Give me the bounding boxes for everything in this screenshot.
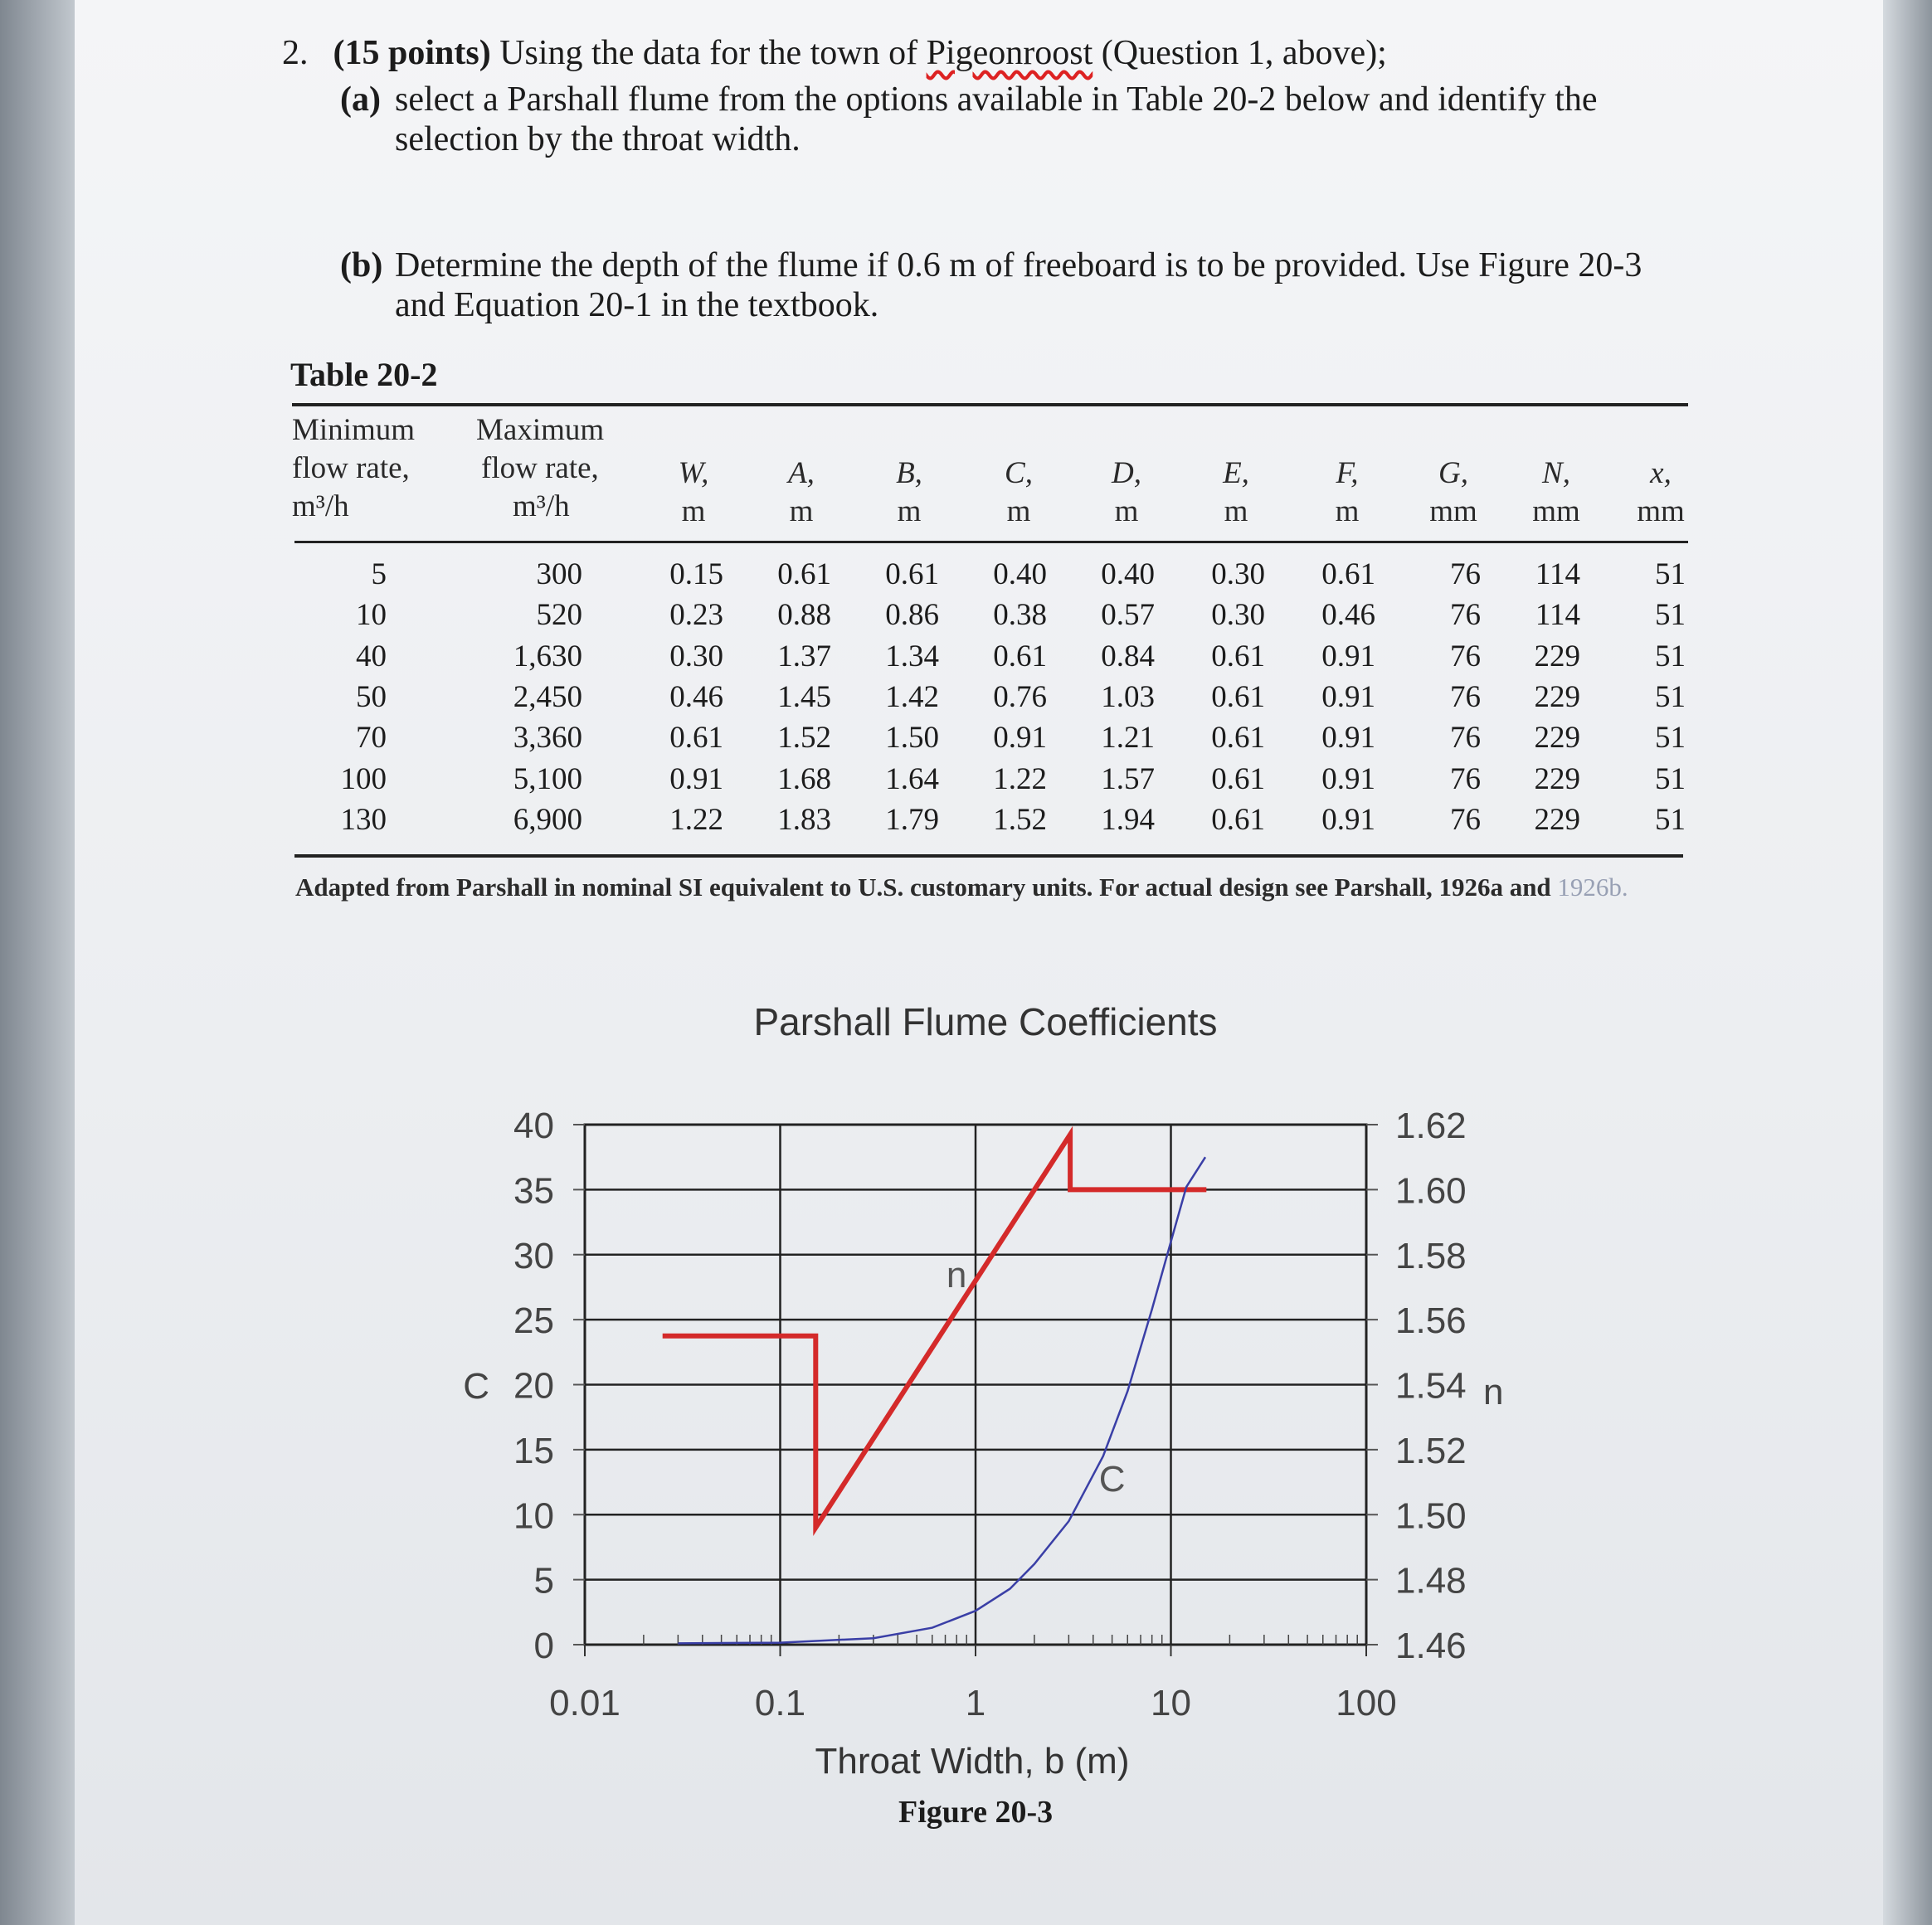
x-tick-label-1: 0.1 (754, 1683, 806, 1723)
desk-background-right (1882, 0, 1932, 1925)
table-cell-r3-c8: 0.91 (1321, 679, 1375, 714)
table-cell-r6-c2: 1.22 (669, 802, 723, 837)
x-axis-label: Throat Width, b (m) (815, 1741, 1130, 1782)
y-right-tick-label-7: 1.60 (1395, 1170, 1467, 1212)
table-top-rule (292, 403, 1688, 406)
table-cell-r5-c7: 0.61 (1211, 761, 1265, 796)
table-cell-r6-c7: 0.61 (1211, 802, 1265, 837)
header-unit-4: m (1114, 494, 1139, 528)
header-unit-7: mm (1429, 494, 1477, 528)
header-unit-9: mm (1637, 494, 1685, 528)
table-cell-r6-c3: 1.83 (777, 802, 831, 837)
header-unit-1: m (789, 494, 814, 528)
table-cell-r0-c1: 300 (536, 557, 582, 591)
table-cell-r0-c0: 5 (371, 557, 387, 591)
header-letter-0: W, (678, 456, 709, 490)
table-cell-r5-c2: 0.91 (669, 761, 723, 796)
table-cell-r0-c5: 0.40 (993, 557, 1047, 591)
table-cell-r5-c1: 5,100 (513, 761, 582, 796)
desk-background-left (0, 0, 83, 1925)
table-bottom-rule (294, 854, 1683, 858)
table-cell-r3-c3: 1.45 (777, 679, 831, 714)
table-cell-r2-c8: 0.91 (1321, 639, 1375, 673)
table-cell-r1-c8: 0.46 (1321, 598, 1375, 633)
table-cell-r0-c4: 0.61 (885, 557, 939, 591)
table-cell-r5-c11: 51 (1655, 761, 1686, 796)
table-cell-r0-c3: 0.61 (777, 557, 831, 591)
header-min-flow-2: flow rate, (292, 451, 410, 485)
part-a (340, 80, 1692, 159)
table-cell-r0-c8: 0.61 (1321, 557, 1375, 591)
table-cell-r6-c10: 229 (1534, 802, 1580, 837)
y-right-tick-label-3: 1.52 (1395, 1430, 1467, 1471)
part-b-text: Determine the depth of the flume if 0.6 m of freeboard is to be provided. Use Figure 20-3 and Equation 20-1 in the textbook. (395, 246, 1642, 324)
table-cell-r4-c8: 0.91 (1321, 721, 1375, 756)
y-left-tick-label-4: 20 (513, 1365, 554, 1407)
part-a-label: (a) (340, 80, 381, 119)
series-annotation-n: n (946, 1254, 967, 1295)
table-note-main: Adapted from Parshall in nominal SI equivalent to U.S. customary units. For actual design see Parshall, 1926a and (295, 873, 1551, 902)
table-cell-r3-c11: 51 (1655, 679, 1686, 714)
table-cell-r1-c11: 51 (1655, 598, 1686, 633)
table-cell-r2-c6: 0.84 (1101, 639, 1155, 673)
table-cell-r1-c5: 0.38 (993, 598, 1047, 633)
question-points: (15 points) (333, 34, 491, 72)
table-cell-r3-c2: 0.46 (669, 679, 723, 714)
figure-caption: Figure 20-3 (898, 1795, 1054, 1830)
y-right-tick-label-1: 1.48 (1395, 1560, 1467, 1602)
series-annotation-C: C (1098, 1459, 1126, 1500)
table-cell-r4-c3: 1.52 (777, 721, 831, 756)
table-cell-r2-c9: 76 (1450, 639, 1481, 673)
table-cell-r0-c7: 0.30 (1211, 557, 1265, 591)
table-cell-r1-c7: 0.30 (1211, 598, 1265, 633)
table-cell-r3-c5: 0.76 (993, 679, 1047, 714)
y-right-tick-label-6: 1.58 (1395, 1235, 1467, 1276)
header-max-flow-2: flow rate, (481, 451, 599, 485)
y-right-tick-label-4: 1.54 (1395, 1365, 1467, 1407)
y-left-tick-label-7: 35 (513, 1170, 554, 1212)
table-cell-r1-c4: 0.86 (885, 598, 939, 633)
table-cell-r4-c2: 0.61 (669, 721, 723, 756)
table-cell-r5-c5: 1.22 (993, 761, 1047, 796)
header-unit-2: m (897, 494, 922, 528)
header-letter-3: C, (1005, 456, 1033, 490)
table-cell-r2-c4: 1.34 (885, 639, 939, 673)
header-letter-8: N, (1542, 456, 1570, 490)
table-cell-r3-c9: 76 (1450, 679, 1481, 714)
header-letter-4: D, (1112, 456, 1141, 490)
table-cell-r0-c11: 51 (1655, 557, 1686, 591)
question-number: 2. (282, 34, 309, 72)
table-cell-r2-c2: 0.30 (669, 639, 723, 673)
table-cell-r5-c8: 0.91 (1321, 761, 1375, 796)
table-cell-r6-c5: 1.52 (993, 802, 1047, 837)
x-tick-label-4: 100 (1336, 1683, 1397, 1723)
table-header-rule (294, 541, 1688, 543)
question-text-before: Using the data for the town of (490, 34, 927, 72)
table-note (295, 873, 1628, 902)
town-name: Pigeonroost (926, 34, 1093, 72)
table-cell-r5-c6: 1.57 (1101, 761, 1155, 796)
table-cell-r5-c4: 1.64 (885, 761, 939, 796)
header-max-flow-3: m³/h (513, 489, 570, 523)
header-unit-0: m (681, 494, 706, 528)
table-cell-r5-c0: 100 (340, 761, 387, 796)
y-left-tick-label-2: 10 (513, 1495, 554, 1537)
table-cell-r3-c4: 1.42 (885, 679, 939, 714)
table-cell-r6-c1: 6,900 (513, 802, 582, 837)
table-cell-r4-c10: 229 (1534, 721, 1580, 756)
table-cell-r3-c1: 2,450 (513, 679, 582, 714)
y-right-axis-label: n (1483, 1372, 1504, 1412)
question-heading (282, 33, 1387, 73)
table-cell-r6-c0: 130 (340, 802, 387, 837)
x-tick-label-2: 1 (965, 1683, 986, 1723)
question-text-after: (Question 1, above); (1093, 34, 1387, 72)
y-right-tick-label-2: 1.50 (1395, 1495, 1467, 1537)
table-cell-r2-c3: 1.37 (777, 639, 831, 673)
part-b-label: (b) (340, 246, 383, 284)
y-left-tick-label-8: 40 (513, 1106, 554, 1146)
table-title: Table 20-2 (290, 356, 438, 393)
table-cell-r1-c3: 0.88 (777, 598, 831, 633)
header-unit-5: m (1224, 494, 1248, 528)
table-cell-r4-c1: 3,360 (513, 721, 582, 756)
y-right-tick-label-5: 1.56 (1395, 1300, 1467, 1342)
header-letter-7: G, (1438, 456, 1468, 490)
table-cell-r1-c10: 114 (1535, 598, 1580, 633)
table-cell-r2-c1: 1,630 (513, 639, 582, 673)
table-cell-r0-c9: 76 (1450, 557, 1481, 591)
table-cell-r6-c8: 0.91 (1321, 802, 1375, 837)
header-letter-1: A, (788, 456, 815, 490)
y-left-tick-label-5: 25 (513, 1300, 554, 1342)
part-a-text: select a Parshall flume from the options available in Table 20-2 below and identify the selection by the throat width. (395, 80, 1598, 158)
table-cell-r4-c11: 51 (1655, 721, 1686, 756)
y-right-tick-label-0: 1.46 (1395, 1626, 1467, 1666)
part-b (340, 245, 1692, 325)
table-cell-r6-c6: 1.94 (1101, 802, 1155, 837)
header-unit-3: m (1006, 494, 1031, 528)
table-cell-r5-c10: 229 (1534, 761, 1580, 796)
table-note-tail: 1926b. (1557, 873, 1628, 902)
header-unit-6: m (1335, 494, 1360, 528)
x-tick-label-0: 0.01 (549, 1683, 620, 1723)
x-tick-label-3: 10 (1151, 1683, 1191, 1723)
table-cell-r1-c0: 10 (356, 598, 387, 633)
header-letter-6: F, (1336, 456, 1359, 490)
header-min-flow-1: Minimum (292, 413, 416, 447)
table-cell-r4-c9: 76 (1450, 721, 1481, 756)
table-cell-r4-c0: 70 (356, 721, 387, 756)
table-cell-r6-c4: 1.79 (885, 802, 939, 837)
header-max-flow-1: Maximum (476, 413, 605, 447)
table-cell-r6-c9: 76 (1450, 802, 1481, 837)
table-cell-r3-c6: 1.03 (1101, 679, 1155, 714)
y-left-tick-label-0: 0 (533, 1626, 554, 1666)
table-cell-r4-c6: 1.21 (1101, 721, 1155, 756)
chart-title: Parshall Flume Coefficients (753, 1000, 1218, 1043)
table-cell-r3-c0: 50 (356, 679, 387, 714)
header-letter-9: x, (1650, 456, 1672, 490)
table-cell-r2-c0: 40 (356, 639, 387, 673)
header-min-flow-3: m³/h (292, 489, 349, 523)
table-cell-r1-c1: 520 (536, 598, 582, 633)
table-cell-r3-c10: 229 (1534, 679, 1580, 714)
table-cell-r0-c10: 114 (1535, 557, 1580, 591)
table-cell-r1-c2: 0.23 (669, 598, 723, 633)
table-cell-r2-c10: 229 (1534, 639, 1580, 673)
table-cell-r5-c3: 1.68 (777, 761, 831, 796)
header-letter-5: E, (1223, 456, 1249, 490)
table-cell-r4-c4: 1.50 (885, 721, 939, 756)
y-left-tick-label-1: 5 (533, 1560, 554, 1602)
table-cell-r4-c7: 0.61 (1211, 721, 1265, 756)
table-cell-r3-c7: 0.61 (1211, 679, 1265, 714)
header-letter-2: B, (896, 456, 922, 490)
table-cell-r6-c11: 51 (1655, 802, 1686, 837)
y-right-tick-label-8: 1.62 (1395, 1106, 1467, 1146)
y-left-tick-label-3: 15 (513, 1430, 554, 1471)
y-left-tick-label-6: 30 (513, 1235, 554, 1276)
y-left-axis-label: C (463, 1366, 489, 1407)
table-cell-r1-c6: 0.57 (1101, 598, 1155, 633)
table-cell-r2-c11: 51 (1655, 639, 1686, 673)
table-cell-r2-c5: 0.61 (993, 639, 1047, 673)
table-cell-r2-c7: 0.61 (1211, 639, 1265, 673)
table-cell-r4-c5: 0.91 (993, 721, 1047, 756)
table-cell-r0-c2: 0.15 (669, 557, 723, 591)
table-cell-r1-c9: 76 (1450, 598, 1481, 633)
header-unit-8: mm (1532, 494, 1580, 528)
table-cell-r0-c6: 0.40 (1101, 557, 1155, 591)
table-cell-r5-c9: 76 (1450, 761, 1481, 796)
